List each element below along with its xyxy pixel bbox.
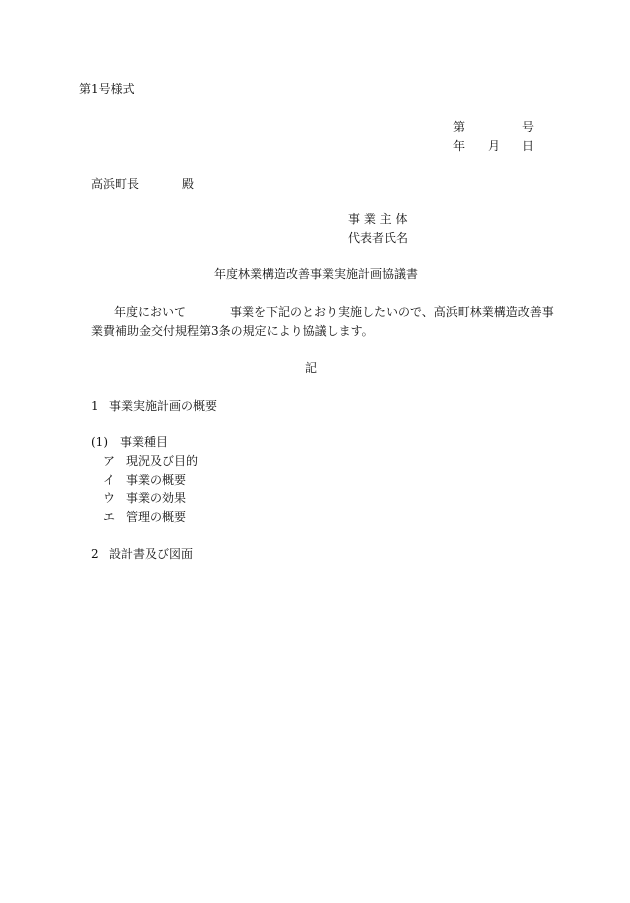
doc-number-go: 号 xyxy=(522,120,535,134)
addressee-name: 高浜町長 xyxy=(91,177,140,191)
body-line2: 業費補助金交付規程第3条の規定により協議します。 xyxy=(91,324,374,338)
item-mark-e: エ xyxy=(103,510,116,524)
form-number: 第1号様式 xyxy=(79,82,135,96)
addressee-honorific: 殿 xyxy=(182,177,195,191)
applicant-entity: 事 業 主 体 xyxy=(348,212,408,226)
document-title: 年度林業構造改善事業実施計画協議書 xyxy=(214,267,419,281)
date-month: 月 xyxy=(488,139,501,153)
date-year: 年 xyxy=(453,139,466,153)
subsection-number: (1) xyxy=(91,435,108,449)
ki-heading: 記 xyxy=(305,361,318,375)
body-line1-a: 年度において xyxy=(114,305,187,319)
item-mark-u: ウ xyxy=(103,491,116,505)
item-text-i: 事業の概要 xyxy=(126,473,187,487)
date-day: 日 xyxy=(522,139,535,153)
section2-number: 2 xyxy=(91,547,99,561)
section1-title: 事業実施計画の概要 xyxy=(109,399,218,413)
subsection-title: 事業種目 xyxy=(120,435,169,449)
item-mark-i: イ xyxy=(103,473,116,487)
applicant-representative: 代表者氏名 xyxy=(348,231,409,245)
item-text-a: 現況及び目的 xyxy=(126,454,199,468)
item-text-u: 事業の効果 xyxy=(126,491,187,505)
section1-number: 1 xyxy=(91,399,99,413)
section2-title: 設計書及び図面 xyxy=(109,547,194,561)
item-text-e: 管理の概要 xyxy=(126,510,187,524)
doc-number-dai: 第 xyxy=(453,120,466,134)
body-line1-b: 事業を下記のとおり実施したいので、高浜町林業構造改善事 xyxy=(230,305,554,319)
item-mark-a: ア xyxy=(103,454,116,468)
